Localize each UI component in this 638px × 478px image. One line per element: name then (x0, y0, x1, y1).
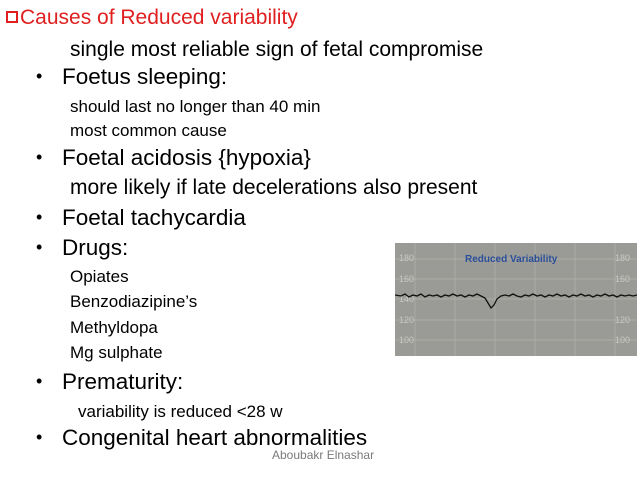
slide-title (6, 6, 298, 30)
drug-item: Benzodiazipine’s (70, 292, 198, 311)
scale-label: 180 (615, 253, 631, 263)
bullet-label: Foetus sleeping: (62, 64, 228, 89)
bullet-label: Congenital heart abnormalities (62, 425, 368, 450)
bullet-prematurity (36, 369, 183, 395)
bullet-label: Prematurity: (62, 369, 184, 394)
sleeping-note-2: most common cause (70, 121, 227, 140)
drug-item: Methyldopa (70, 318, 158, 337)
bullet-label: Foetal acidosis {hypoxia} (62, 145, 311, 170)
scale-label: 100 (399, 335, 415, 345)
bullet-label: Foetal tachycardia (62, 205, 246, 230)
checkbox-bullet-icon (6, 11, 18, 23)
bullet-drugs (36, 235, 128, 261)
bullet-dot-icon: • (36, 66, 43, 86)
drug-item: Mg sulphate (70, 343, 163, 362)
acidosis-note: more likely if late decelerations also present (70, 176, 478, 199)
bullet-label: Drugs: (62, 235, 129, 260)
bullet-dot-icon: • (36, 427, 43, 447)
bullet-dot-icon: • (36, 147, 43, 167)
scale-label: 160 (399, 274, 415, 284)
drug-item: Opiates (70, 267, 129, 286)
bullet-dot-icon: • (36, 207, 43, 227)
scale-label: 140 (399, 294, 415, 304)
author-footer: Aboubakr Elnashar (272, 448, 375, 462)
bullet-dot-icon: • (36, 371, 43, 391)
scale-label: 120 (399, 315, 415, 325)
bullet-foetus-sleeping (36, 64, 227, 90)
scale-label: 120 (615, 315, 631, 325)
title-text: Causes of Reduced variability (20, 6, 298, 29)
scale-label: 160 (615, 274, 631, 284)
subtitle: single most reliable sign of fetal compromise (70, 38, 484, 61)
sleeping-note-1: should last no longer than 40 min (70, 97, 321, 116)
bullet-foetal-tachycardia (36, 205, 246, 231)
ctg-trace-image (395, 243, 637, 356)
ctg-trace-svg (395, 243, 637, 356)
bullet-foetal-acidosis (36, 145, 311, 171)
bullet-dot-icon: • (36, 237, 43, 257)
scale-label: 100 (615, 335, 631, 345)
prematurity-note: variability is reduced <28 w (78, 402, 283, 421)
scale-label: 180 (399, 253, 415, 263)
ctg-label: Reduced Variability (465, 254, 558, 265)
